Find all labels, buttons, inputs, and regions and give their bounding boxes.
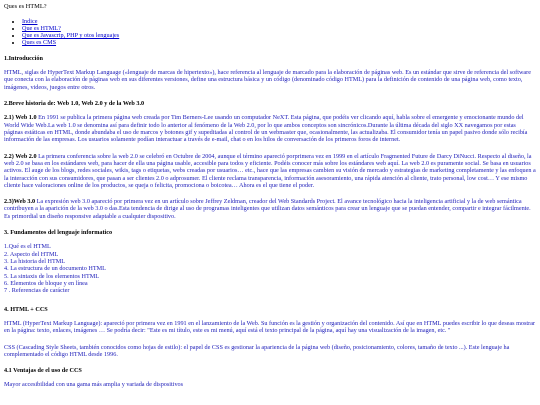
html-paragraph: HTML (HyperText Markup Language): apareció por primera vez en 1991 en el lanzamiento de la Web. Su función es la gestión y organización del contenido. Así que en HTML puedes escribir lo que deseas mostrar en la página: texto, enlaces, imágenes … Se podría decir: "Este es mi título, este es mi menú, aquí está el texto principal de la página, aquí hay una visualización de la imagen, etc. " <box>4 319 536 335</box>
toc-link-indice[interactable]: Indice <box>22 17 38 25</box>
fundamentos-list <box>4 243 536 294</box>
toc-item[interactable] <box>22 18 536 25</box>
ventajas-item: Mayor accesibilidad con una gama más amplia y variada de dispositivos <box>4 381 184 389</box>
table-of-contents <box>4 18 536 47</box>
web1-paragraph <box>4 114 536 143</box>
section-heading-ventajas: 4.1 Ventajas de el uso de CCS <box>4 367 82 375</box>
section-heading-html-css: 4. HTML + CCS <box>4 305 48 313</box>
toc-link-javascript[interactable]: Que es Javascrip, PHP y otos lenguajes <box>22 32 120 40</box>
intro-paragraph: HTML, siglas de HyperText Markup Language («lenguaje de marcas de hipertexto»), hace referencia al lenguaje de marcado para la elaboración de páginas web. Es un estándar que sirve de referencia del software que conecta con la elaboración de páginas web en sus diferentes versiones, define una estructura básica y un código (denominado código HTML) para la definición de contenido de una página web, como texto, imágenes, videos, juegos entre otros. <box>4 69 531 91</box>
list-item: 5. La sintaxis de los elementos HTML <box>4 272 100 280</box>
toc-item[interactable] <box>22 25 536 32</box>
section-heading-introduccion: 1.Introducción <box>4 54 43 62</box>
section-heading-fundamentos: 3. Fundamentos del lenguaje informatico <box>4 229 113 237</box>
web3-paragraph <box>4 198 536 220</box>
web3-text: La expresión web 3.0 apareció por primera vez en un artículo sobre Jeffrey Zeldman, creador del Web Standards Project. El avance tecnológico hacia la inteligencia artificial y la de web semántica contribuyen a la aparición de la web 3.0 o das.Esta tendencia de dirige al uso de programas inteligentes que utilizan datos semánticos para crear un lenguaje que se puedan entender, compartir e integrar fácilmente. Es primordial un diseño responsive adaptable a cualquier dispositivo. <box>4 198 531 220</box>
list-item: 3. La historia del HTML <box>4 258 66 266</box>
web2-label: 2.2) Web 2.0 <box>4 152 37 160</box>
section-heading-historia: 2.Breve historia de: Web 1.0, Web 2.0 y de la Web 3.0 <box>4 100 145 108</box>
page-title: Ques es HTML? <box>4 3 47 10</box>
list-item: 6. Elementos de bloque y en línea <box>4 279 88 287</box>
web3-label: 2.3)Web 3.0 <box>4 198 36 206</box>
web1-text: En 1991 se publica la primera página web creada por Tim Berners-Lee usando un computador NeXT. Esta página, que podéis ver clicando aquí, habla sobre el emergente y emocionante mundo del World Wide Web.La web 1.0 se denomina así para definir todo lo anterior al fenómeno de la Web 2.0, por lo que ambos conceptos son sincrónicos.Durante la última década del siglo XX navegamos por estas páginas estáticas en HTML, donde abundaba el uso de marcos y botones gif y supeditadas al control de un webmaster que, ocasionalmente, las actualizaba. El consumidor tenía un papel pasivo donde sólo recibía información de las empresas. Los usuarios solamente podían interactuar a través de e-mail, chat o en los hilos de conversación de los primeros foros de internet. <box>4 114 528 144</box>
list-item: 7 . Referencias de carácter <box>4 287 70 295</box>
toc-item[interactable] <box>22 39 536 46</box>
toc-link-html[interactable]: Que es HTML? <box>22 24 61 32</box>
toc-item[interactable] <box>22 32 536 39</box>
web2-paragraph <box>4 153 536 190</box>
toc-link-cms[interactable]: Ques es CMS <box>22 39 57 47</box>
list-item: 1.Qué es el HTML <box>4 243 51 251</box>
web1-label: 2.1) Web 1.0 <box>4 114 37 122</box>
css-paragraph: CSS (Cascading Style Sheets, también conocidos como hojas de estilo): el papel de CSS es gestionar la apariencia de la página web (diseño, posicionamiento, colores, tamaño de texto ...). Este lenguaje ha complementado el código HTML desde 1996. <box>4 343 510 358</box>
list-item: 4. La estructura de un documento HTML <box>4 265 106 273</box>
list-item: 2. Aspecto del HTML <box>4 250 59 258</box>
web2-text: La primera conferencia sobre la web 2.0 se celebró en Octubre de 2004, aunque el término apareció porprimera vez en 1999 en el artículo Fragmented Future de Darcy DiNucci. Respecto al diseño, la web 2.0 se basa en los estándares web, para hacer de ella una página usable, accesible para todos y eficiente. Podéis conocer más sobre los estándares web aquí. La web 2.0 es puramente social. Se basa en usuarios activos. El auge de los blogs, redes sociales, wikis, tags o etiquetas, webs creadas por usuarios… etc., hace que las empresas cambien su visión de mercado y estrategias de marketing completamente y las enfoquen a la interacción con sus consumidores, que pasan a ser clientes 2.0 o adprosumer. El cliente reclama transparencia, información asesoramiento, una rápida atención al cliente, trato personal, low cost… Y ese mismo cliente hace valoraciones online de los productos, se queja o felicita, promociona o boicotea… Ahora es el que tiene el poder. <box>4 152 536 189</box>
